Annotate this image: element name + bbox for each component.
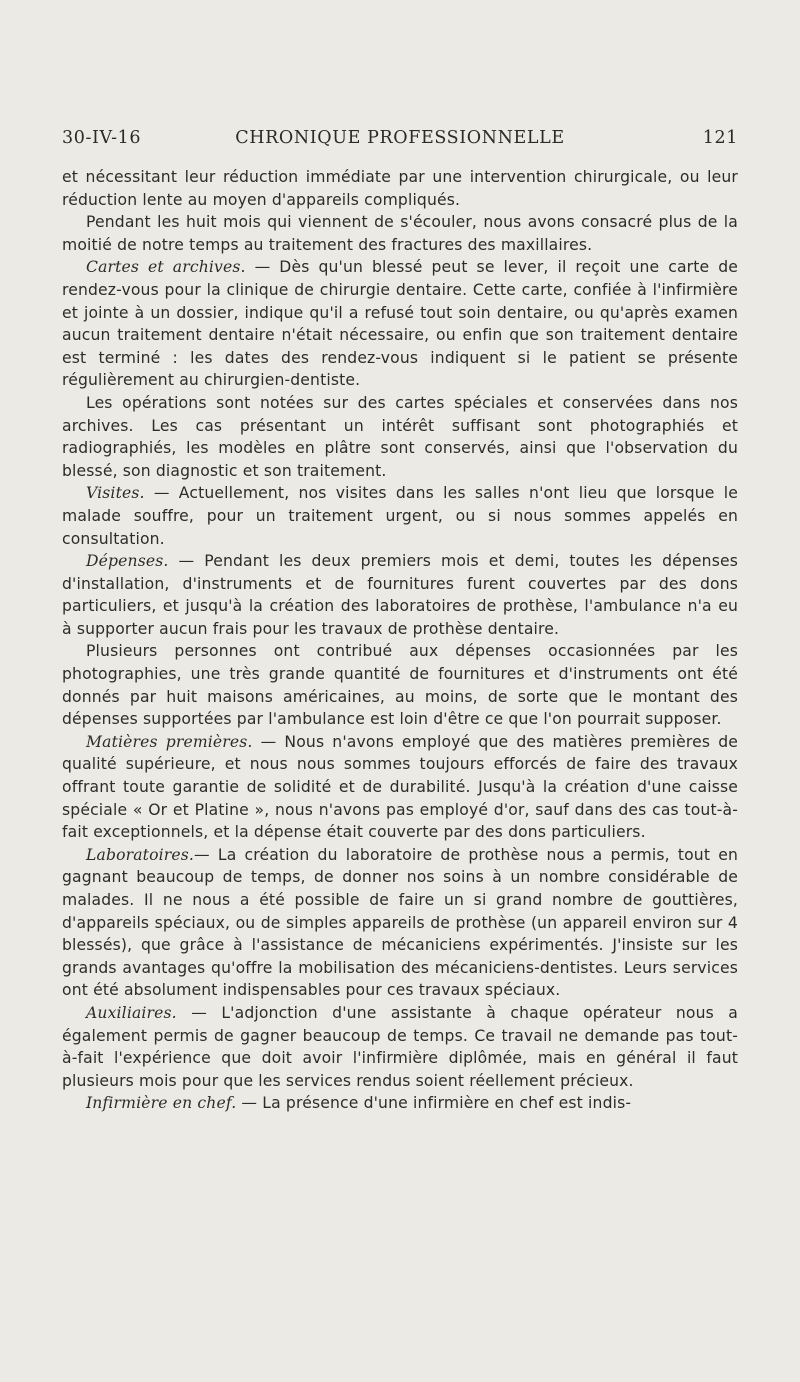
page-number: 121 bbox=[702, 128, 738, 148]
paragraph-lead: Auxiliaires. bbox=[86, 1003, 177, 1022]
paragraph bbox=[62, 482, 738, 550]
paragraph-body: — Actuellement, nos visites dans les salles n'ont lieu que lorsque le malade souffre, pour un traitement urgent, ou si nous sommes appelés en consultation. bbox=[62, 484, 738, 548]
paragraph-body: — La présence d'une infirmière en chef est indis- bbox=[236, 1094, 632, 1113]
running-header bbox=[62, 128, 738, 156]
paragraph bbox=[62, 640, 738, 730]
paragraph-lead: Cartes et archives. bbox=[86, 258, 246, 277]
paragraph-body: — La création du laboratoire de prothèse nous a permis, tout en gagnant beaucoup de temps, de donner nos soins à un nombre considérable de malades. Il ne nous a été possible de faire un si grand nombre de gouttières, d'appareils spéciaux, ou de simples appareils de prothèse (un appareil environ sur 4 blessés), que grâce à l'assistance de mécaniciens expérimentés. J'insiste sur les grands avantages qu'offre la mobilisation des mécaniciens-dentistes. Leurs services ont été absolument indispensables pour ces travaux spéciaux. bbox=[62, 845, 738, 1000]
paragraph-lead: Visites. bbox=[86, 484, 145, 503]
paragraph-body: et nécessitant leur réduction immédiate par une intervention chirurgicale, ou leur réduction lente au moyen d'appareils compliqués. bbox=[62, 168, 738, 209]
paragraph-body: Pendant les huit mois qui viennent de s'écouler, nous avons consacré plus de la moitié de notre temps au traitement des fractures des maxillaires. bbox=[62, 213, 738, 254]
paragraph bbox=[62, 166, 738, 211]
paragraph-lead: Infirmière en chef. bbox=[86, 1094, 237, 1113]
paragraph bbox=[62, 1092, 738, 1115]
paragraph-body: — Dès qu'un blessé peut se lever, il reçoit une carte de rendez-vous pour la clinique de chirurgie dentaire. Cette carte, confiée à l'infirmière et jointe à un dossier, indique qu'il a refusé tout soin dentaire, ou qu'après examen aucun traitement dentaire n'était nécessaire, ou enfin que son traitement dentaire est terminé : les dates des rendez-vous indiquent si le patient se présente régulièrement au chirurgien-dentiste. bbox=[62, 258, 738, 390]
paragraph-body: — Pendant les deux premiers mois et demi, toutes les dépenses d'installation, d'instruments et de fournitures furent couvertes par des dons particuliers, et jusqu'à la création des laboratoires de prothèse, l'ambulance n'a eu à supporter aucun frais pour les travaux de prothèse dentaire. bbox=[62, 552, 738, 638]
paragraph-body: Les opérations sont notées sur des cartes spéciales et conservées dans nos archives. Les cas présentant un intérêt suffisant sont photographiés et radiographiés, les modèles en plâtre sont conservés, ainsi que l'observation du blessé, son diagnostic et son traitement. bbox=[62, 393, 738, 480]
paragraph bbox=[62, 256, 738, 392]
paragraph bbox=[62, 844, 738, 1002]
paragraph bbox=[62, 392, 738, 482]
paragraph-body: — L'adjonction d'une assistante à chaque opérateur nous a également permis de gagner beaucoup de temps. Ce travail ne demande pas tout-à-fait l'expérience que doit avoir l'infirmière diplômée, mais en général il faut plusieurs mois pour que les services rendus soient réellement précieux. bbox=[62, 1003, 738, 1090]
header-date: 30-IV-16 bbox=[62, 128, 142, 148]
paragraph-body: Plusieurs personnes ont contribué aux dépenses occasionnées par les photographies, une très grande quantité de fournitures et d'instruments ont été donnés par huit maisons américaines, au moins, de sorte que le montant des dépenses supportées par l'ambulance est loin d'être ce que l'on pourrait supposer. bbox=[62, 642, 738, 729]
paragraph-lead: Laboratoires. bbox=[86, 845, 195, 864]
paragraph bbox=[62, 211, 738, 256]
paragraph-lead: Matières premières. bbox=[86, 732, 253, 751]
body-text bbox=[62, 166, 738, 1115]
paragraph bbox=[62, 1002, 738, 1092]
paragraph-lead: Dépenses. bbox=[86, 552, 169, 571]
paragraph bbox=[62, 550, 738, 640]
paragraph-body: — Nous n'avons employé que des matières premières de qualité supérieure, et nous nous sommes toujours efforcés de faire des travaux offrant toute garantie de solidité et de durabilité. Jusqu'à la création d'une caisse spéciale « Or et Platine », nous n'avons pas employé d'or, sauf dans des cas tout-à-fait exceptionnels, et la dépense était couverte par des dons particuliers. bbox=[62, 732, 738, 842]
header-title: CHRONIQUE PROFESSIONNELLE bbox=[235, 128, 565, 148]
paragraph bbox=[62, 731, 738, 844]
